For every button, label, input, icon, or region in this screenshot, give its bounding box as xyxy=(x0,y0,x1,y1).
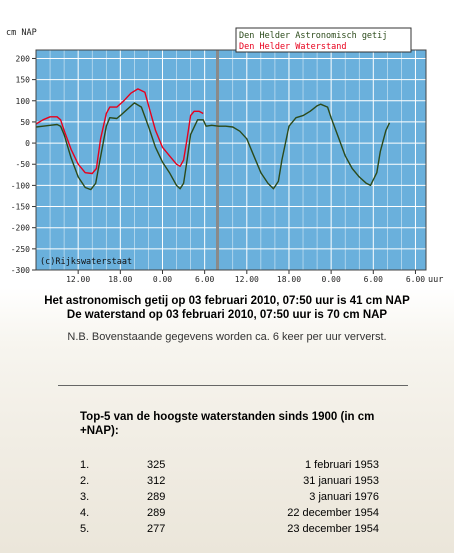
top5-date: 31 januari 1953 xyxy=(303,475,379,487)
y-tick-label: 0 xyxy=(25,139,30,149)
top5-date: 22 december 1954 xyxy=(287,507,379,519)
credit-label: (c)Rijkswaterstaat xyxy=(40,257,133,267)
x-tick-label: 12.00 xyxy=(234,275,259,284)
x-tick-label: 0.00 xyxy=(152,275,173,284)
x-tick-label: 12.00 xyxy=(66,275,91,284)
top5-value: 312 xyxy=(147,475,166,487)
top5-rank: 1. xyxy=(80,459,90,471)
top5-date: 23 december 1954 xyxy=(287,523,379,535)
x-tick-label: 6.00 xyxy=(363,275,383,284)
top5-row xyxy=(0,491,454,507)
y-tick-label: 150 xyxy=(15,75,30,85)
top5-rank: 2. xyxy=(80,475,90,487)
top5-row xyxy=(0,507,454,523)
astronomical-tide-text: Het astronomisch getij op 03 februari 2010, 07:50 uur is 41 cm NAP xyxy=(44,295,410,307)
y-tick-label: 200 xyxy=(15,54,30,64)
x-tick-label: 18.00 xyxy=(108,275,133,284)
y-tick-label: 50 xyxy=(20,117,30,127)
water-level-text: De waterstand op 03 februari 2010, 07:50 uur is 70 cm NAP xyxy=(66,309,388,321)
top5-row xyxy=(0,523,454,539)
x-axis-unit: uur xyxy=(428,275,444,285)
top5-value: 277 xyxy=(147,523,166,535)
y-tick-label: 100 xyxy=(15,96,30,106)
y-tick-label: -50 xyxy=(15,160,30,170)
x-tick-label: 18.00 xyxy=(276,275,302,284)
top5-date: 3 januari 1976 xyxy=(309,491,379,503)
top5-value: 289 xyxy=(147,491,166,503)
top5-title: Top-5 van de hoogste waterstanden sinds 1900 (in cm +NAP): xyxy=(80,411,375,437)
x-tick-label: 6.00 xyxy=(195,275,215,284)
top5-row xyxy=(0,459,454,475)
top5-date: 1 februari 1953 xyxy=(305,459,379,471)
divider xyxy=(58,385,408,386)
refresh-note: N.B. Bovenstaande gegevens worden ca. 6 keer per uur ververst. xyxy=(67,331,387,343)
x-tick-label: 0.00 xyxy=(321,275,341,284)
y-axis-label: cm NAP xyxy=(6,28,37,38)
y-tick-label: -200 xyxy=(10,223,30,233)
y-tick-label: -250 xyxy=(10,244,30,254)
top5-row xyxy=(0,475,454,491)
y-tick-label: -300 xyxy=(10,266,30,275)
top5-rank: 4. xyxy=(80,507,90,519)
plot-area xyxy=(36,50,426,270)
top5-rank: 3. xyxy=(80,491,90,503)
x-tick-label: 6.00 xyxy=(405,275,426,284)
top5-value: 289 xyxy=(147,507,166,519)
top5-value: 325 xyxy=(147,459,166,471)
legend-entry-waterstand: Den Helder Waterstand xyxy=(239,42,347,52)
legend-entry-astronomical: Den Helder Astronomisch getij xyxy=(239,31,388,41)
top5-rank: 5. xyxy=(80,523,90,535)
y-tick-label: -150 xyxy=(10,202,30,212)
y-tick-label: -100 xyxy=(10,181,30,191)
